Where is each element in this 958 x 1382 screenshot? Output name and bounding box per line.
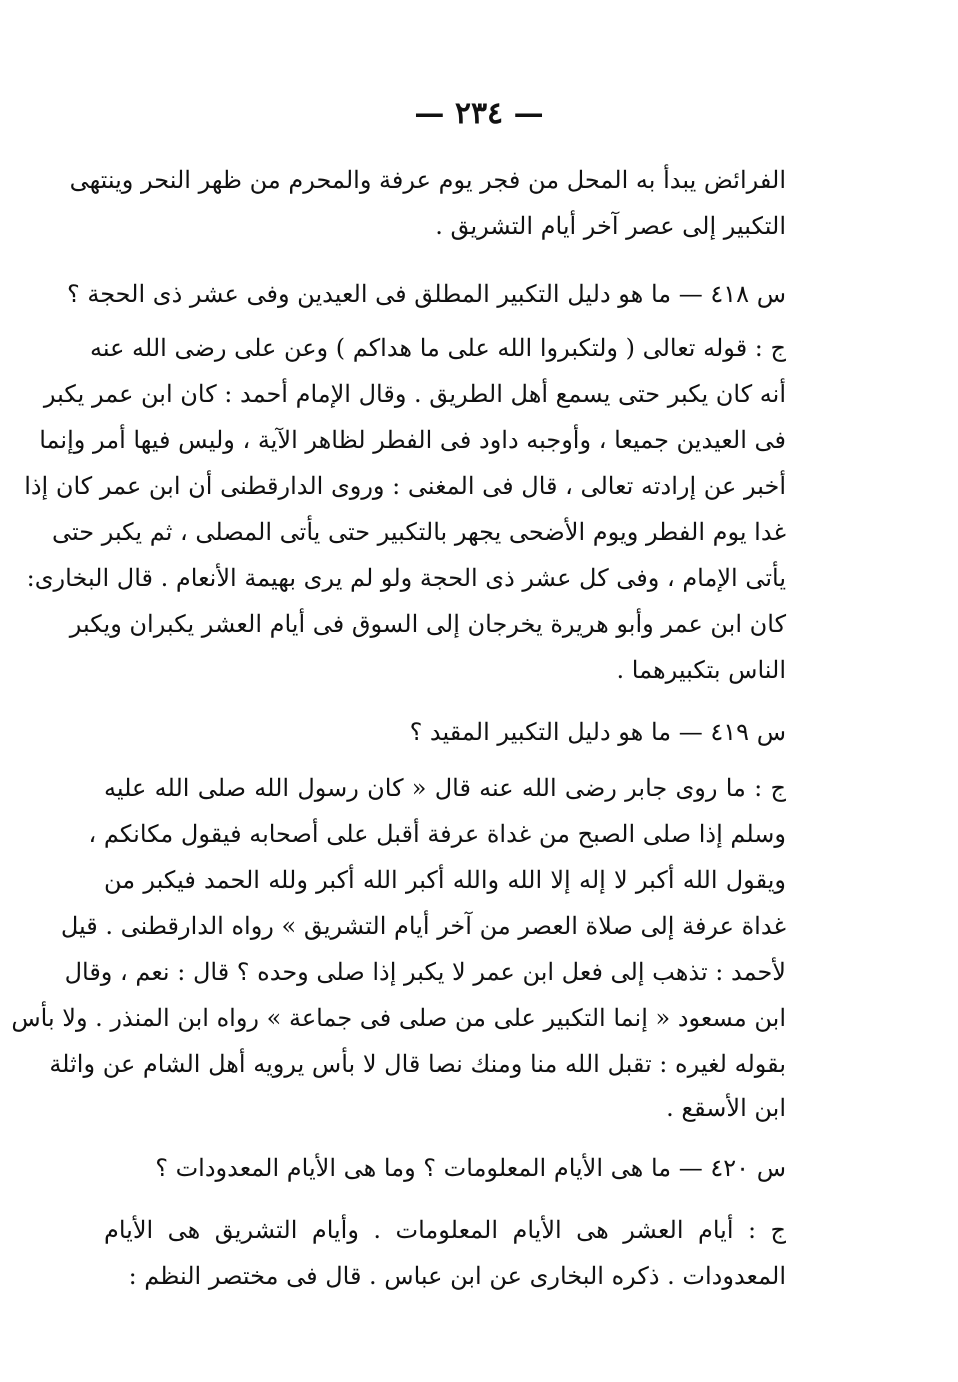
answer-line: بقوله لغيره : تقبل الله منا ومنك نصا قال لا بأس يرويه أهل الشام عن واثلة bbox=[49, 1050, 786, 1078]
answer-line: ابن الأسقع . bbox=[666, 1094, 786, 1122]
answer-line: وسلم إذا صلى الصبح من غداة عرفة أقبل على أصحابه فيقول مكانكم ، bbox=[88, 820, 786, 848]
question-419: س ٤١٩ — ما هو دليل التكبير المقيد ؟ bbox=[409, 718, 786, 746]
answer-line: المعدودات . ذكره البخارى عن ابن عباس . قال فى مختصر النظم : bbox=[128, 1262, 786, 1290]
answer-line: ج : أيام العشر هى الأيام المعلومات . وأيام التشريق هى الأيام bbox=[104, 1216, 786, 1244]
text-line: التكبير إلى عصر آخر أيام التشريق . bbox=[435, 212, 786, 240]
answer-line: لأحمد : تذهب إلى فعل ابن عمر لا يكبر إذا صلى وحده ؟ قال : نعم ، وقال bbox=[64, 958, 786, 986]
question-420: س ٤٢٠ — ما هى الأيام المعلومات ؟ وما هى الأيام المعدودات ؟ bbox=[155, 1154, 786, 1182]
answer-line: أنه كان يكبر حتى يسمع أهل الطريق . وقال الإمام أحمد : كان ابن عمر يكبر bbox=[43, 380, 786, 408]
page-number: — ٢٣٤ — bbox=[414, 96, 544, 131]
question-418: س ٤١٨ — ما هو دليل التكبير المطلق فى العيدين وفى عشر ذى الحجة ؟ bbox=[66, 280, 786, 308]
answer-line: ابن مسعود « إنما التكبير على من صلى فى جماعة » رواه ابن المنذر . ولا بأس bbox=[11, 1004, 786, 1032]
answer-line: يأتى الإمام ، وفى كل عشر ذى الحجة ولو لم يرى بهيمة الأنعام . قال البخارى: bbox=[26, 564, 786, 592]
answer-line: ويقول الله أكبر لا إله إلا الله والله أكبر الله أكبر ولله الحمد فيكبر من bbox=[104, 866, 786, 894]
answer-line: غداة عرفة إلى صلاة العصر من آخر أيام التشريق » رواه الدارقطنى . قيل bbox=[60, 912, 786, 940]
answer-line: غدا يوم الفطر ويوم الأضحى يجهر بالتكبير حتى يأتى المصلى ، ثم يكبر حتى bbox=[51, 518, 786, 546]
answer-line: كان ابن عمر وأبو هريرة يخرجان إلى السوق فى أيام العشر يكبران ويكبر bbox=[69, 610, 786, 638]
answer-line: ج : قوله تعالى ( ولتكبروا الله على ما هداكم ) وعن على رضى الله عنه bbox=[89, 334, 786, 362]
answer-line: ج : ما روى جابر رضى الله عنه قال « كان رسول الله صلى الله عليه bbox=[104, 774, 786, 802]
answer-line: فى العيدين جميعا ، وأوجبه داود فى الفطر لظاهر الآية ، وليس فيها أمر وإنما bbox=[39, 426, 786, 454]
answer-line: أخبر عن إرادته تعالى ، قال فى المغنى : وروى الدارقطنى أن ابن عمر كان إذا bbox=[24, 472, 786, 500]
text-line: الفرائض يبدأ به المحل من فجر يوم عرفة والمحرم من ظهر النحر وينتهى bbox=[69, 166, 786, 194]
answer-line: الناس بتكبيرهما . bbox=[616, 656, 786, 684]
